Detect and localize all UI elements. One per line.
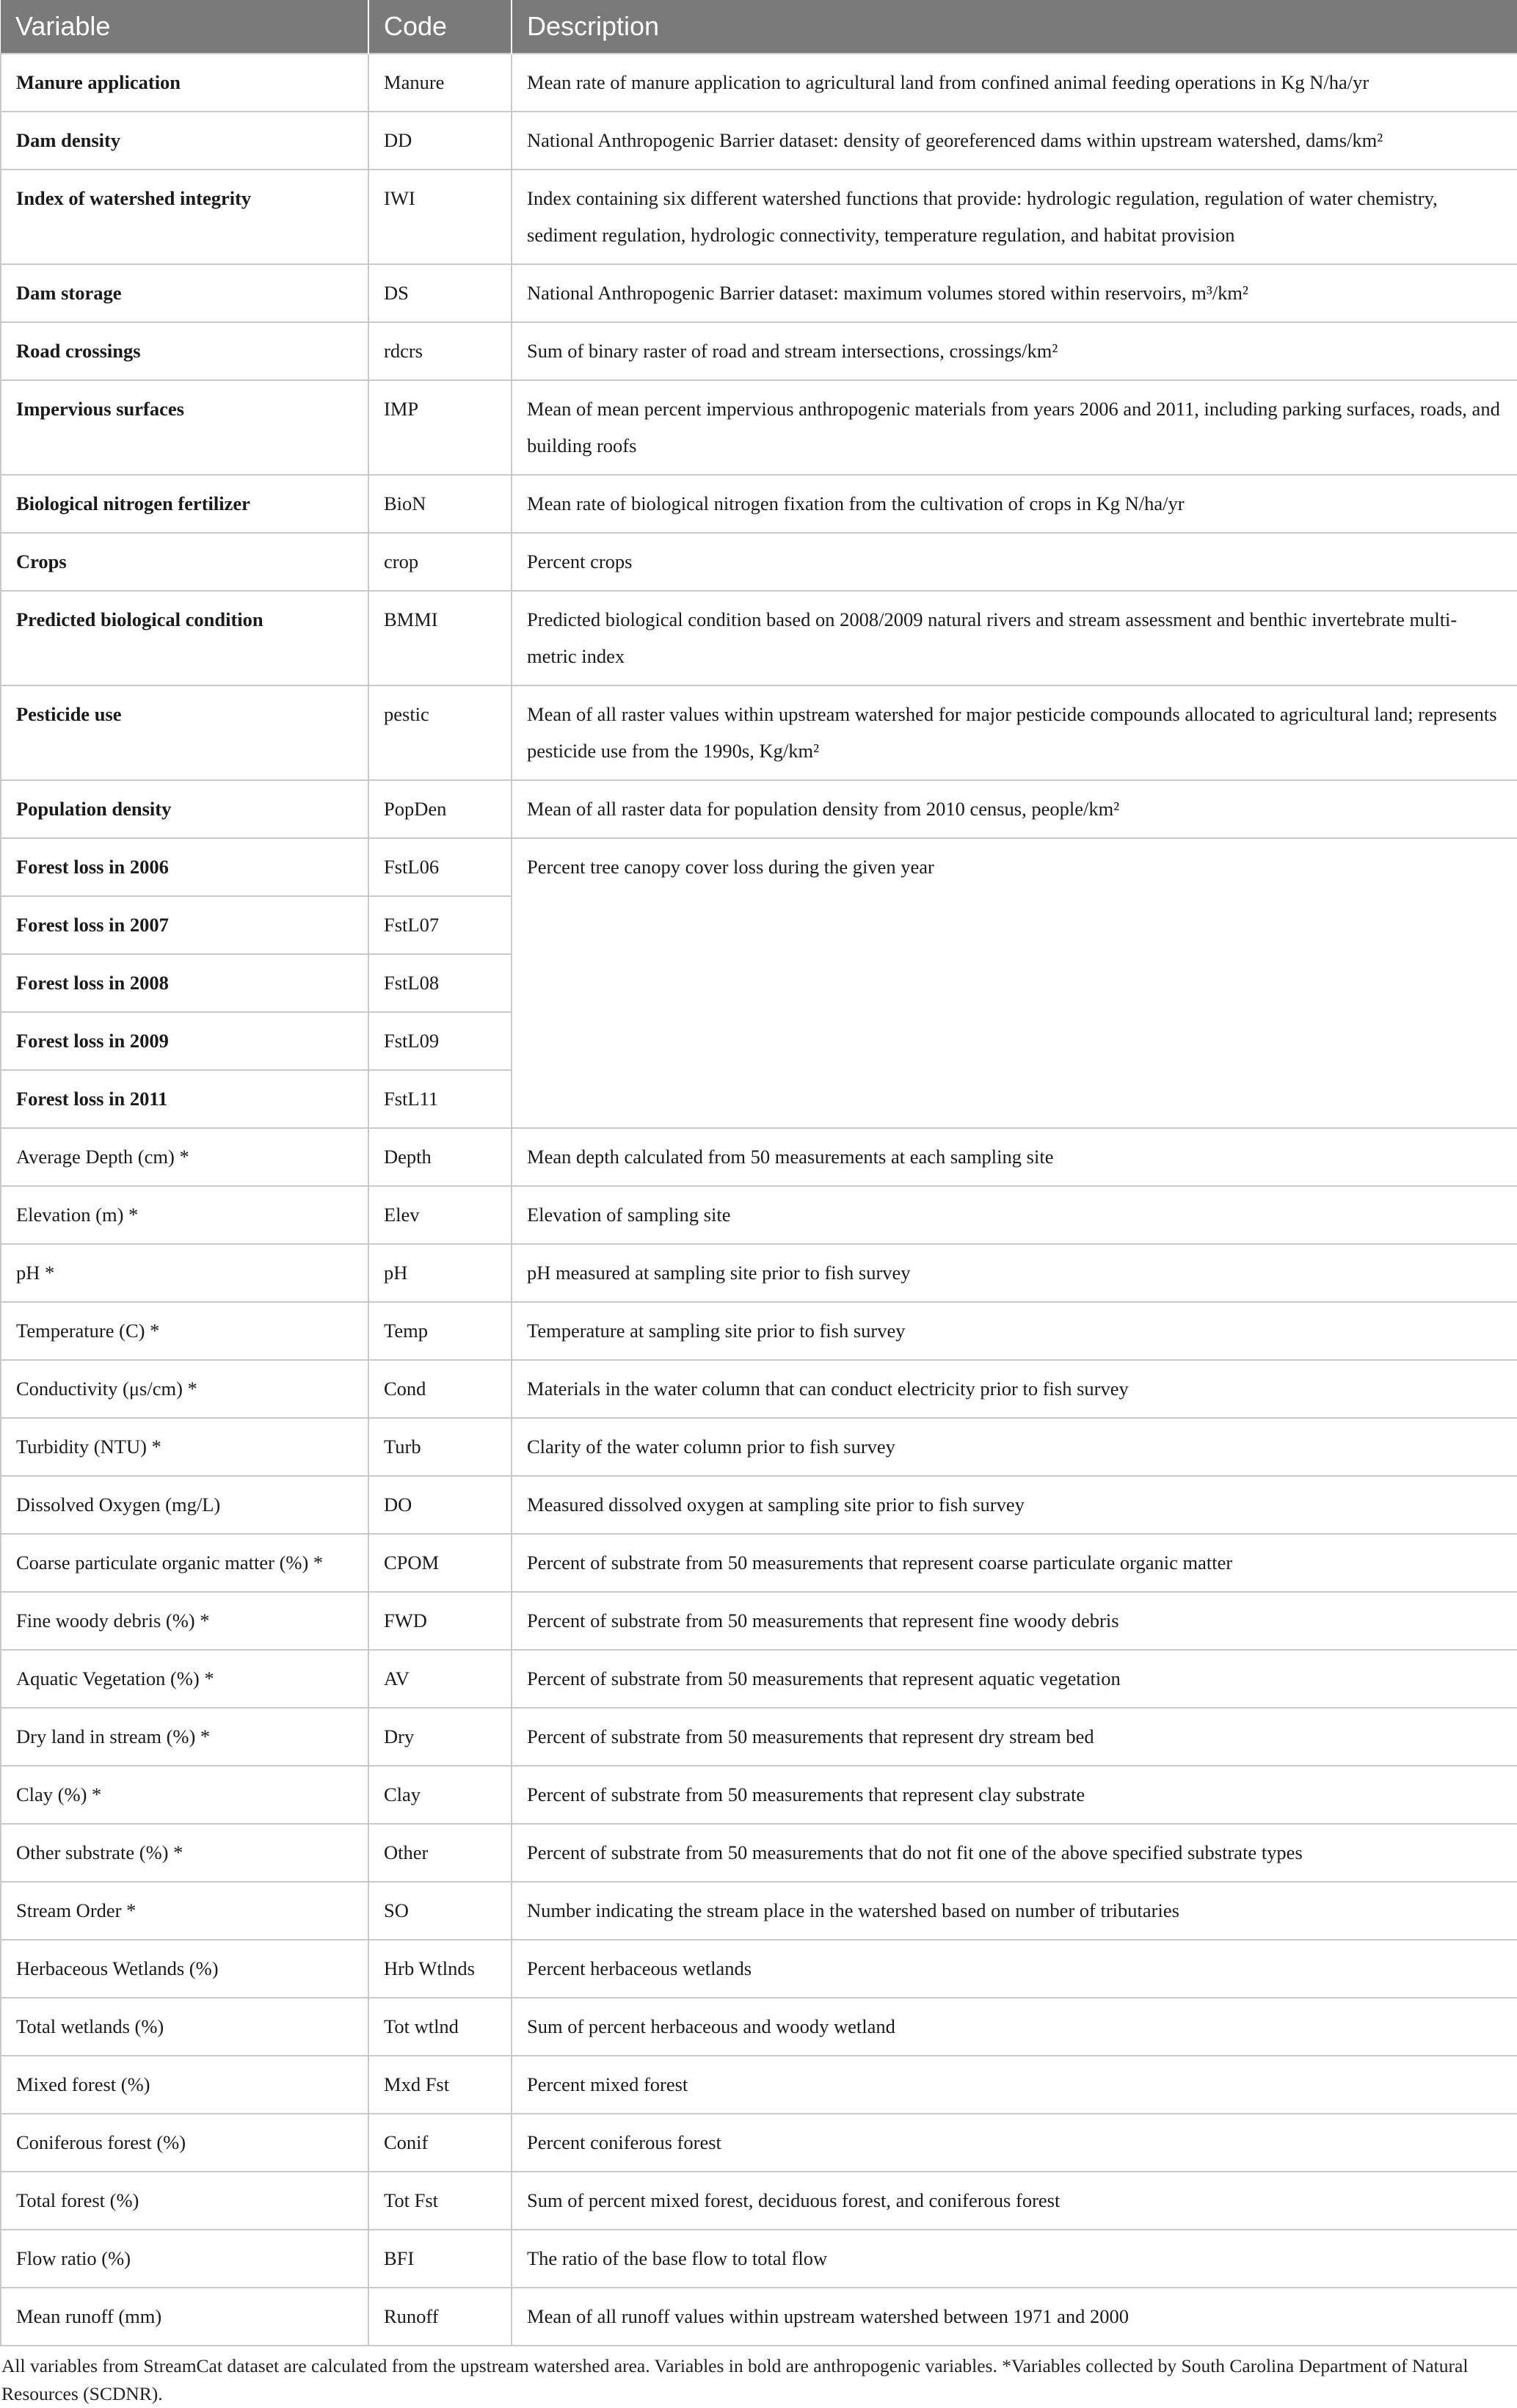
cell-description: Materials in the water column that can conduct electricity prior to fish survey	[512, 1360, 1517, 1418]
cell-code: IMP	[368, 380, 512, 475]
cell-code: Manure	[368, 54, 512, 112]
cell-variable: Index of watershed integrity	[1, 170, 368, 264]
cell-code: Temp	[368, 1302, 512, 1360]
cell-description: Mean rate of manure application to agricultural land from confined animal feeding operations in Kg N/ha/yr	[512, 54, 1517, 112]
cell-variable: Average Depth (cm) *	[1, 1128, 368, 1186]
table-row	[1, 1650, 1517, 1708]
cell-description: Percent of substrate from 50 measurements that represent fine woody debris	[512, 1592, 1517, 1650]
table-body	[1, 54, 1517, 2346]
cell-code: FWD	[368, 1592, 512, 1650]
cell-variable: pH *	[1, 1244, 368, 1302]
cell-variable: Total forest (%)	[1, 2172, 368, 2230]
table-row	[1, 322, 1517, 380]
cell-variable: Fine woody debris (%) *	[1, 1592, 368, 1650]
cell-description: Percent of substrate from 50 measurements that represent dry stream bed	[512, 1708, 1517, 1766]
cell-description: Mean of all raster data for population density from 2010 census, people/km²	[512, 780, 1517, 838]
cell-variable: Forest loss in 2009	[1, 1012, 368, 1070]
cell-code: FstL06	[368, 838, 512, 896]
table-row	[1, 2056, 1517, 2114]
cell-code: IWI	[368, 170, 512, 264]
cell-variable: Flow ratio (%)	[1, 2230, 368, 2288]
header-code: Code	[368, 0, 512, 54]
table-row	[1, 475, 1517, 533]
cell-description: Mean of all runoff values within upstream watershed between 1971 and 2000	[512, 2288, 1517, 2346]
table-row	[1, 380, 1517, 475]
table-row	[1, 1708, 1517, 1766]
cell-description: Mean rate of biological nitrogen fixation from the cultivation of crops in Kg N/ha/yr	[512, 475, 1517, 533]
table-row	[1, 54, 1517, 112]
cell-code: PopDen	[368, 780, 512, 838]
cell-description: Index containing six different watershed functions that provide: hydrologic regulation, regulation of water chemistry, sediment regulation, hydrologic connectivity, temperature regulation, and habitat provision	[512, 170, 1517, 264]
cell-description: Elevation of sampling site	[512, 1186, 1517, 1244]
cell-variable: Other substrate (%) *	[1, 1824, 368, 1882]
cell-description: pH measured at sampling site prior to fish survey	[512, 1244, 1517, 1302]
table-row	[1, 2230, 1517, 2288]
table-row	[1, 1998, 1517, 2056]
header-description: Description	[512, 0, 1517, 54]
cell-code: Clay	[368, 1766, 512, 1824]
cell-description: National Anthropogenic Barrier dataset: maximum volumes stored within reservoirs, m³/km²	[512, 264, 1517, 322]
cell-code: Tot Fst	[368, 2172, 512, 2230]
cell-description: Predicted biological condition based on 2008/2009 natural rivers and stream assessment and benthic invertebrate multi-metric index	[512, 591, 1517, 685]
cell-variable: Forest loss in 2008	[1, 954, 368, 1012]
cell-variable: Dry land in stream (%) *	[1, 1708, 368, 1766]
table-row	[1, 2114, 1517, 2172]
table-row	[1, 1824, 1517, 1882]
cell-description: Number indicating the stream place in the watershed based on number of tributaries	[512, 1882, 1517, 1940]
cell-variable: Mean runoff (mm)	[1, 2288, 368, 2346]
table-row	[1, 1476, 1517, 1534]
table-row	[1, 1940, 1517, 1998]
cell-code: rdcrs	[368, 322, 512, 380]
cell-description: Percent of substrate from 50 measurements that represent clay substrate	[512, 1766, 1517, 1824]
cell-variable: Mixed forest (%)	[1, 2056, 368, 2114]
cell-variable: Stream Order *	[1, 1882, 368, 1940]
cell-variable: Dissolved Oxygen (mg/L)	[1, 1476, 368, 1534]
table-row	[1, 591, 1517, 685]
cell-code: DS	[368, 264, 512, 322]
cell-code: pestic	[368, 685, 512, 780]
table-row	[1, 1244, 1517, 1302]
cell-code: crop	[368, 533, 512, 591]
table-row	[1, 264, 1517, 322]
cell-code: SO	[368, 1882, 512, 1940]
cell-variable: Crops	[1, 533, 368, 591]
cell-variable: Elevation (m) *	[1, 1186, 368, 1244]
table-row	[1, 1592, 1517, 1650]
cell-description: Percent crops	[512, 533, 1517, 591]
cell-code: FstL11	[368, 1070, 512, 1128]
cell-variable: Conductivity (μs/cm) *	[1, 1360, 368, 1418]
cell-code: Elev	[368, 1186, 512, 1244]
cell-code: BioN	[368, 475, 512, 533]
cell-variable: Manure application	[1, 54, 368, 112]
cell-variable: Forest loss in 2006	[1, 838, 368, 896]
cell-code: Depth	[368, 1128, 512, 1186]
cell-variable: Pesticide use	[1, 685, 368, 780]
cell-code: AV	[368, 1650, 512, 1708]
cell-code: Cond	[368, 1360, 512, 1418]
cell-description: National Anthropogenic Barrier dataset: density of georeferenced dams within upstream watershed, dams/km²	[512, 112, 1517, 170]
table-row	[1, 838, 1517, 896]
cell-description: Measured dissolved oxygen at sampling site prior to fish survey	[512, 1476, 1517, 1534]
cell-code: Hrb Wtlnds	[368, 1940, 512, 1998]
table-row	[1, 1766, 1517, 1824]
cell-code: FstL07	[368, 896, 512, 954]
table-footnote: All variables from StreamCat dataset are calculated from the upstream watershed area. Variables in bold are anthropogenic variables. *Variables collected by South Carolina Department of Natural Resources (SCDNR).	[1, 2355, 1469, 2404]
cell-variable: Biological nitrogen fertilizer	[1, 475, 368, 533]
cell-code: Runoff	[368, 2288, 512, 2346]
cell-code: Other	[368, 1824, 512, 1882]
cell-variable: Dam density	[1, 112, 368, 170]
cell-variable: Road crossings	[1, 322, 368, 380]
cell-description: Percent tree canopy cover loss during the given year	[512, 838, 1517, 1128]
cell-code: Tot wtlnd	[368, 1998, 512, 2056]
cell-variable: Forest loss in 2011	[1, 1070, 368, 1128]
cell-variable: Forest loss in 2007	[1, 896, 368, 954]
cell-description: Percent of substrate from 50 measurements that represent aquatic vegetation	[512, 1650, 1517, 1708]
cell-code: BFI	[368, 2230, 512, 2288]
cell-description: Mean depth calculated from 50 measurements at each sampling site	[512, 1128, 1517, 1186]
cell-variable: Coniferous forest (%)	[1, 2114, 368, 2172]
table-row	[1, 170, 1517, 264]
cell-code: Turb	[368, 1418, 512, 1476]
cell-variable: Herbaceous Wetlands (%)	[1, 1940, 368, 1998]
table-header-row	[1, 0, 1517, 54]
table-row	[1, 1128, 1517, 1186]
table-row	[1, 2288, 1517, 2346]
table-row	[1, 1882, 1517, 1940]
cell-code: CPOM	[368, 1534, 512, 1592]
table-row	[1, 1534, 1517, 1592]
cell-code: Dry	[368, 1708, 512, 1766]
cell-code: Conif	[368, 2114, 512, 2172]
cell-variable: Dam storage	[1, 264, 368, 322]
cell-description: Sum of binary raster of road and stream intersections, crossings/km²	[512, 322, 1517, 380]
cell-code: DO	[368, 1476, 512, 1534]
table-row	[1, 780, 1517, 838]
cell-variable: Coarse particulate organic matter (%) *	[1, 1534, 368, 1592]
cell-description: Sum of percent mixed forest, deciduous forest, and coniferous forest	[512, 2172, 1517, 2230]
cell-code: DD	[368, 112, 512, 170]
cell-code: FstL08	[368, 954, 512, 1012]
table-row	[1, 1186, 1517, 1244]
cell-description: Temperature at sampling site prior to fish survey	[512, 1302, 1517, 1360]
cell-variable: Population density	[1, 780, 368, 838]
cell-description: Percent of substrate from 50 measurements that do not fit one of the above specified substrate types	[512, 1824, 1517, 1882]
cell-description: Mean of mean percent impervious anthropogenic materials from years 2006 and 2011, including parking surfaces, roads, and building roofs	[512, 380, 1517, 475]
cell-description: The ratio of the base flow to total flow	[512, 2230, 1517, 2288]
cell-variable: Impervious surfaces	[1, 380, 368, 475]
cell-code: BMMI	[368, 591, 512, 685]
cell-variable: Temperature (C) *	[1, 1302, 368, 1360]
cell-description: Clarity of the water column prior to fish survey	[512, 1418, 1517, 1476]
table-row	[1, 1302, 1517, 1360]
table-row	[1, 112, 1517, 170]
table-row	[1, 685, 1517, 780]
cell-description: Mean of all raster values within upstream watershed for major pesticide compounds allocated to agricultural land; represents pesticide use from the 1990s, Kg/km²	[512, 685, 1517, 780]
table-row	[1, 1418, 1517, 1476]
cell-code: pH	[368, 1244, 512, 1302]
cell-description: Percent mixed forest	[512, 2056, 1517, 2114]
cell-code: FstL09	[368, 1012, 512, 1070]
cell-description: Percent coniferous forest	[512, 2114, 1517, 2172]
header-variable: Variable	[1, 0, 368, 54]
cell-variable: Predicted biological condition	[1, 591, 368, 685]
cell-variable: Aquatic Vegetation (%) *	[1, 1650, 368, 1708]
cell-variable: Turbidity (NTU) *	[1, 1418, 368, 1476]
cell-description: Percent herbaceous wetlands	[512, 1940, 1517, 1998]
cell-code: Mxd Fst	[368, 2056, 512, 2114]
table-row	[1, 533, 1517, 591]
cell-description: Percent of substrate from 50 measurements that represent coarse particulate organic matter	[512, 1534, 1517, 1592]
cell-description: Sum of percent herbaceous and woody wetland	[512, 1998, 1517, 2056]
table-row	[1, 2172, 1517, 2230]
cell-variable: Clay (%) *	[1, 1766, 368, 1824]
cell-variable: Total wetlands (%)	[1, 1998, 368, 2056]
table-row	[1, 1360, 1517, 1418]
